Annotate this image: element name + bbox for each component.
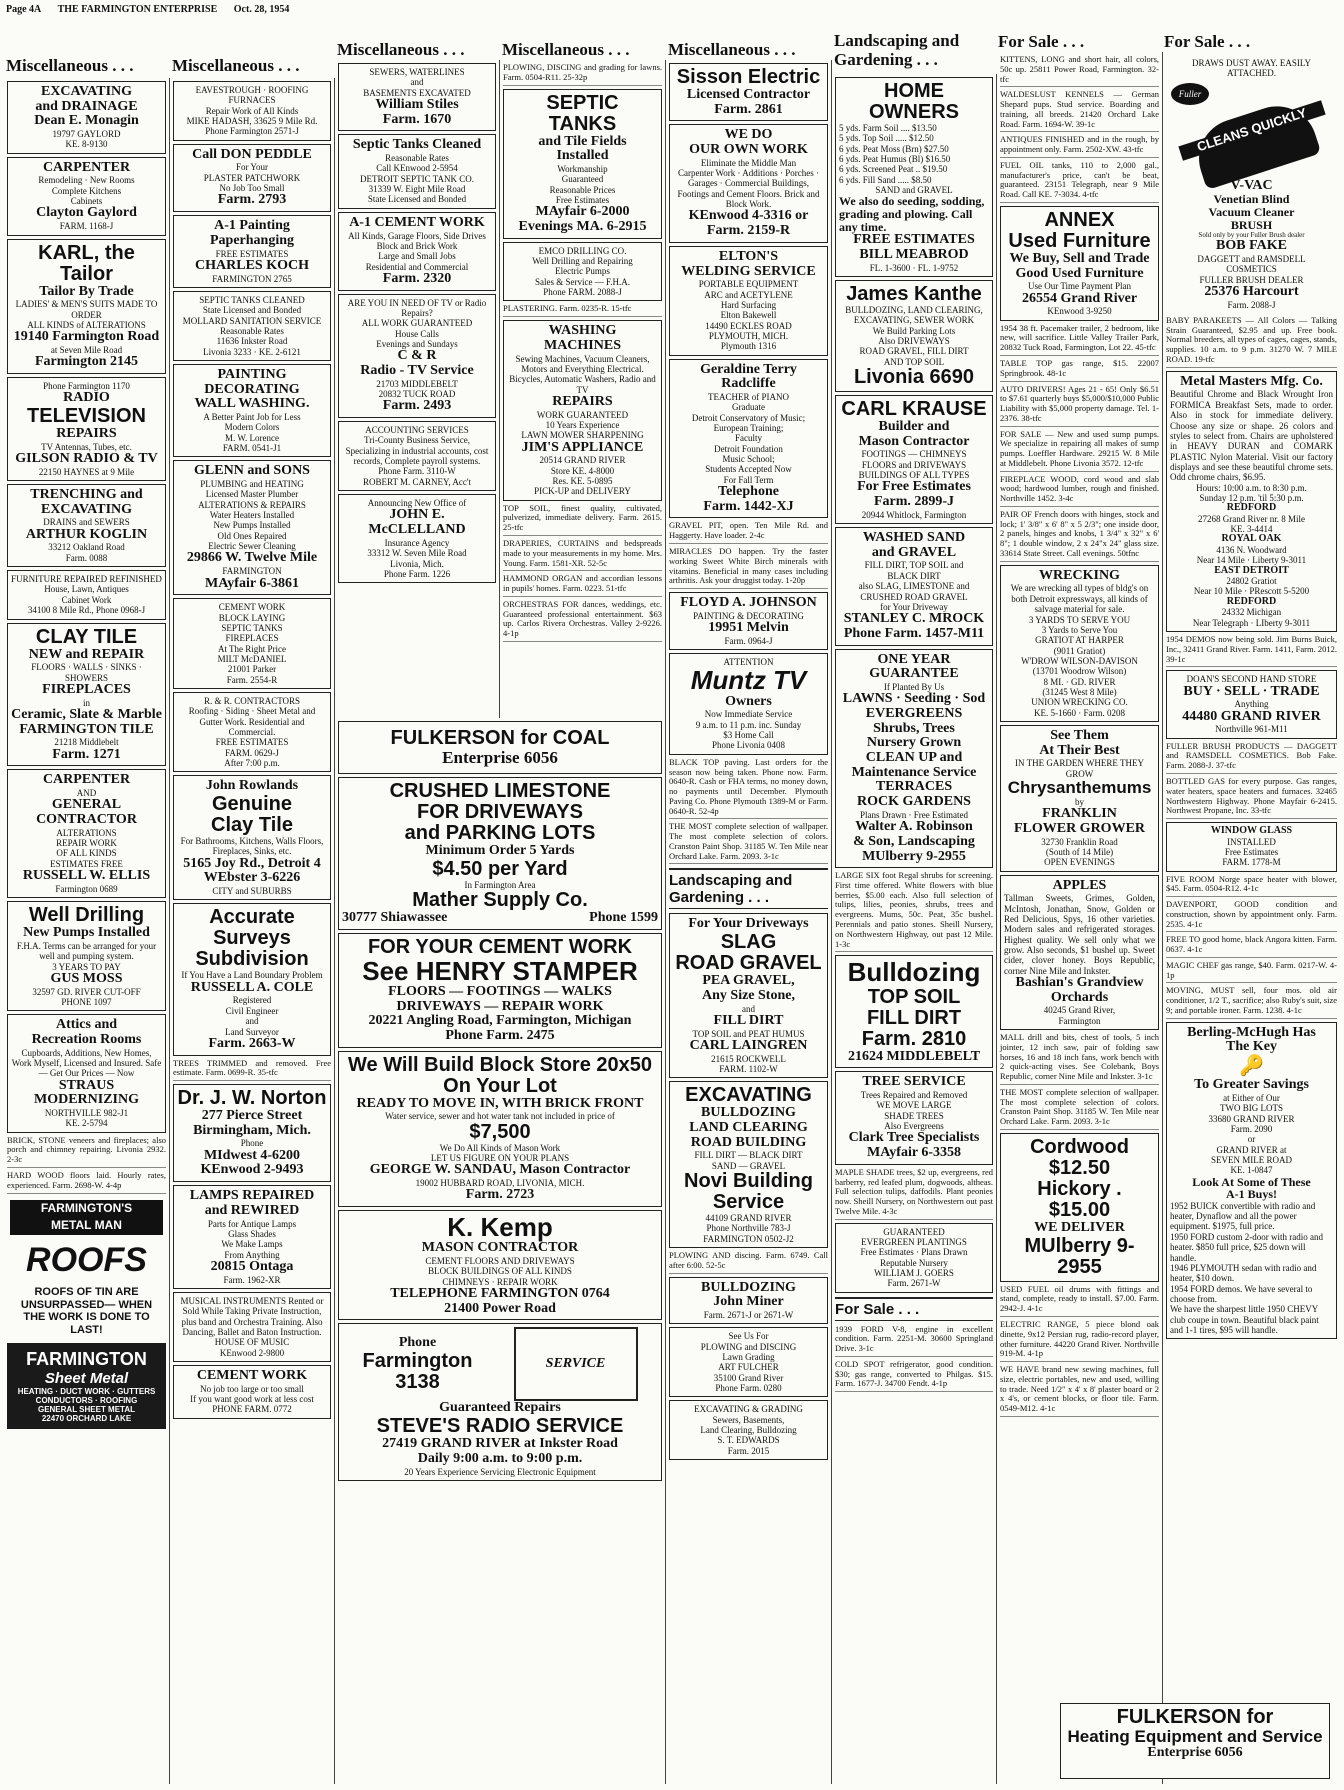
classified: BOTTLED GAS for every purpose. Gas ranges, water heaters, space heaters and furnaces. 32465 Northwestern Highway. Phone Mayfair 6-2415. Northwest Propane, Inc. 33-tfc: [1166, 777, 1337, 819]
classified: DAVENPORT, GOOD condition and construction, shown by appointment only. Farm. 2535. 4-1c: [1166, 900, 1337, 932]
ad-annex-furniture: ANNEX Used Furniture We Buy, Sell and Trade Good Used Furniture Use Our Time Payment Plan 26554 Grand River KEnwood 3-9250: [1000, 206, 1159, 321]
col3-header: Miscellaneous . . .: [337, 40, 465, 59]
ad-furniture-repair: FURNITURE REPAIRED REFINISHED House, Lawn, Antiques Cabinet Work 34100 8 Mile Rd., Phone 0968-J: [7, 570, 166, 619]
classified: PLASTERING. Farm. 0235-R. 15-tfc: [503, 304, 662, 317]
classified: BABY PARAKEETS — All Colors — Talking Strain Guaranteed, $2.95 and up. Free book. Normal breeders, all types of cages, cages, stands, supplies. 10 a.m. to 9 p.m. 31270 W. 7 MILE ROAD. 19-tfc: [1166, 316, 1337, 368]
key-icon: 🔑: [1239, 1055, 1264, 1078]
paper-name: THE FARMINGTON ENTERPRISE: [57, 4, 218, 15]
classified: FUEL OIL tanks, 110 to 2,000 gal., manufacturer's price, can't be beat, guaranteed. 23151 Telegraph, near 9 Mile Road. Call KE. 7-3034. 4-tfc: [1000, 161, 1159, 203]
ad-general-contractor: CARPENTER AND GENERAL CONTRACTOR ALTERATIONS REPAIR WORK OF ALL KINDS ESTIMATES FREE RUSSELL W. ELLIS Farmington 0689: [7, 769, 166, 898]
ad-st-edwards: EXCAVATING & GRADING Sewers, Basements, Land Clearing, Bulldozing S. T. EDWARDS Farm. 2015: [669, 1400, 828, 1460]
ad-berling-mchugh: Berling-McHugh Has The Key 🔑 To Greater Savings at Either of Our TWO BIG LOTS 33680 GRAND RIVER Farm. 2090 or GRAND RIVER at SEVEN MILE ROAD KE. 1-0847 Look At Some of These A-1 Buys! 1952 BUICK convertible with radio and heater, Dynaflow and all the power equipment. $1975, full price. 1950 FORD custom 2-door with radio and heater. $850 full price, $25 down will handle. 1946 PLYMOUTH sedan with radio and heater, $10 down. 1954 FORD demos. We have several to choose from. We have the sharpest little 1950 CHEVY club coupe in town. Beautiful black paint and 1-1 tires, $95 will handle.: [1166, 1022, 1337, 1339]
ad-insurance: Announcing New Office of JOHN E. McCLELLAND Insurance Agency 33312 W. Seven Mile Road Livonia, Mich. Phone Farm. 1226: [338, 494, 496, 583]
classified: MAPLE SHADE trees, $2 up, evergreens, red barberry, red leafed plum, dogwoods, altheas. Full selection tulips, daffodils. Plant peonies now. Sheill Nursery, on Northwestern out past Twelve Mile. 4-3c: [835, 1168, 993, 1220]
ad-k-kemp: K. Kemp MASON CONTRACTOR CEMENT FLOORS AND DRIVEWAYS BLOCK BUILDINGS OF ALL KINDS CHIMNEYS · REPAIR WORK TELEPHONE FARMINGTON 0764 21400 Power Road: [338, 1210, 662, 1320]
classified: PAIR OF French doors with hinges, stock and lock; 1' 3/8" x 6' 8" x 5 2/3"; one inside door, 2 panels, hinges and knobs, 1 3/4" x 32" x 6' 8"; 1 double window, 2 x 24"x 24" glass size. 33614 State Street. Call evenings. 50tfnc: [1000, 510, 1159, 562]
col2-header: Miscellaneous . . .: [172, 56, 300, 75]
classified: MOVING, MUST sell, four mos. old air conditioner, 1/2 T., sacrifice; also Ruby's suit, size 9; and portable ironer. Farm. 1238. 4-1c: [1166, 986, 1337, 1018]
ad-window-glass: WINDOW GLASS INSTALLED Free Estimates FARM. 1778-M: [1166, 822, 1337, 872]
ad-glenn-sons: GLENN and SONS PLUMBING and HEATING Licensed Master Plumber ALTERATIONS & REPAIRS Water Heaters Installed New Pumps Installed Old Ones Repaired Electric Sewer Cleaning 29866 W. Twelve Mile FARMINGTON MAyfair 6-3861: [173, 460, 331, 595]
col5-header: Miscellaneous . . .: [668, 40, 796, 59]
ad-chrysanthemums: See Them At Their Best IN THE GARDEN WHERE THEY GROW Chrysanthemums by FRANKLIN FLOWER GROWER 32730 Franklin Road (South of 14 Mile) OPEN EVENINGS: [1000, 725, 1159, 872]
section-landscaping: Landscaping and Gardening . . .: [669, 868, 828, 909]
brush-icon: Fuller CLEANS QUICKLY: [1169, 79, 1334, 179]
classified: TOP SOIL, finest quality, cultivated, pulverized, immediate delivery. Farm. 2615. 25-tfc: [503, 504, 662, 536]
classified: LARGE SIX foot Regal shrubs for screening. First time offered. White flowers with blue berries, $5.00 each. Also full selection of tulips, lilies, peonies, shrubs, trees and evergreens. Mums, 50c. Peat, 35c bushel. Perennials and patio stones. Sheill Nursery, on Northwestern Highway, out past 12 Mile. 1-3c: [835, 871, 993, 952]
ad-painting-decorating: PAINTING DECORATING WALL WASHING. A Better Paint Job for Less Modern Colors M. W. Lorence FARM. 0541-J1: [173, 364, 331, 457]
ad-apples: APPLES Tallman Sweets, Grimes, Golden, McIntosh, Jonathan, Snow, Golden or Red Delicious, Spys, 16 other varieties. Modern sales and refrigerated storages. Highest quality. We sell only what we grow. Also seconds, $1 bushel up. Sweet cider, clover honey. Boys Republic, corner Nine Mile and Inkster. Bashian's Grandview Orchards 40245 Grand River, Farmington: [1000, 875, 1159, 1031]
ad-eltons-welding: ELTON'S WELDING SERVICE PORTABLE EQUIPMENT ARC and ACETYLENE Hard Surfacing Elton Bakewell 14490 ECKLES ROAD PLYMOUTH, MICH. Plymouth 1316: [669, 246, 828, 356]
classified: THE MOST complete selection of wallpaper. The most complete selection of colors. Cranston Paint Shop. 31185 W. Ten Mile near Orchard Lake. Farm. 2093. 3-1c: [669, 822, 828, 864]
ad-septic-tanks: SEPTIC TANKS and Tile Fields Installed Workmanship Guaranteed Reasonable Prices Free Estimates MAyfair 6-2000 Evenings MA. 6-2915: [503, 89, 662, 239]
tv-repairman-illustration: SERVICE: [514, 1327, 638, 1401]
muntz-logo: Muntz TV: [690, 665, 807, 696]
classified: COLD SPOT refrigerator, good condition. $30; gas range, converted to Philgas. $15. Farm. 1677-J. 34700 Fendt. 4-1p: [835, 1360, 993, 1392]
ad-sisson-electric: Sisson Electric Licensed Contractor Farm. 2861: [669, 63, 828, 121]
ad-radio-television: Phone Farmington 1170 RADIO TELEVISION REPAIRS TV Antennas, Tubes, etc. GILSON RADIO & TV 22150 HAYNES at 9 Mile: [7, 377, 166, 481]
classified: WE HAVE brand new sewing machines, full size, electric portables, new and used, willing to trade. Need 1/2" x 4' x 8' plaster board or 2 x 4's, or cement blocks, or floor tile. Farm. 0549-M12. 4-1c: [1000, 1365, 1159, 1417]
classified: HAMMOND ORGAN and accordian lessons in pupils' homes. Farm. 0223. 51-tfc: [503, 574, 662, 597]
ad-clay-tile: CLAY TILE NEW and REPAIR FLOORS · WALLS · SINKS · SHOWERS FIREPLACES in Ceramic, Slate & Marble FARMINGTON TILE 21218 Middlebelt Farm. 1271: [7, 623, 166, 767]
ad-don-peddle: Call DON PEDDLE For Your PLASTER PATCHWORK No Job Too Small Farm. 2793: [173, 144, 331, 212]
ad-steves-radio: Phone Farmington 3138 SERVICE Guaranteed Repairs STEVE'S RADIO SERVICE 27419 GRAND RIVER at Inkster Road Daily 9:00 a.m. to 9:00 p.m. 20 Years Experience Servicing Electronic Equipment: [338, 1323, 662, 1480]
classified: TREES TRIMMED and removed. Free estimate. Farm. 0699-R. 35-tfc: [173, 1059, 331, 1082]
column-6: [832, 74, 997, 1784]
classified: KITTENS, LONG and short hair, all colors, 50c up. 25811 Power Road, Farmington. 32-tfc: [1000, 55, 1159, 87]
col1-header: Miscellaneous . . .: [6, 56, 134, 75]
ad-sheet-metal: FARMINGTON Sheet Metal HEATING · DUCT WORK · GUTTERS CONDUCTORS · ROOFING GENERAL SHEET METAL 22470 ORCHARD LAKE: [7, 1343, 166, 1429]
ad-excavating-drainage: EXCAVATING and DRAINAGE Dean E. Monagin 19797 GAYLORD KE. 8-9130: [7, 81, 166, 154]
classified: MIRACLES DO happen. Try the faster working Sweet White Birch minerals with vitamins. Beneficial in many cases including arthritis. Ask your druggist today. 1-20p: [669, 547, 828, 589]
classified: BLACK TOP paving. Last orders for the season now being taken. Phone now. Farm. 0640-R. Cash or FHA terms, no money down, no payments until December. Plymouth Paving Co. Phone Plymouth 1389-M or Farm. 0640-R. 52-4p: [669, 758, 828, 820]
column-4: [500, 60, 666, 718]
ad-doans-store: DOAN'S SECOND HAND STORE BUY · SELL · TRADE Anything 44480 GRAND RIVER Northville 961-M11: [1166, 670, 1337, 738]
classified: FULLER BRUSH PRODUCTS — DAGGETT and RAMSDELL COSMETICS. Bob Fake. Farm. 2088-J. 37-tfc: [1166, 742, 1337, 774]
ad-own-work: WE DO OUR OWN WORK Eliminate the Middle Man Carpenter Work · Additions · Porches · Garages · Commercial Buildings, Footings and Cement Floors. Brick and Block Work. KEnwood 4-3316 or Farm. 2159-R: [669, 124, 828, 242]
classified: THE MOST complete selection of wallpaper. The most complete selection of colors. Cranston Paint Shop. 31185 W. Ten Mile near Orchard Lake. Farm. 2093. 3-1c: [1000, 1088, 1159, 1130]
ad-piano-teacher: Geraldine Terry Radcliffe TEACHER of PIANO Graduate Detroit Conservatory of Music; European Training; Faculty Detroit Foundation Music School; Students Accepted Now For Fall Term Telephone Farm. 1442-XJ: [669, 359, 828, 519]
column-3: [335, 60, 500, 718]
classified: HARD WOOD floors laid. Hourly rates, experienced. Farm. 2698-W. 4-4p: [7, 1171, 166, 1194]
ad-john-miner: BULLDOZING John Miner Farm. 2671-J or 2671-W: [669, 1277, 828, 1325]
ad-crushed-limestone: CRUSHED LIMESTONE FOR DRIVEWAYS and PARKING LOTS Minimum Order 5 Yards $4.50 per Yard In Farmington Area Mather Supply Co. 30777 Shiawassee Phone 1599: [338, 777, 662, 930]
classified: MAGIC CHEF gas range, $40. Farm. 0217-W. 4-1p: [1166, 961, 1337, 984]
classified: AUTO DRIVERS! Ages 21 - 65! Only $6.51 to $7.61 quarterly buys $5,000/$10,000 Public Liability with $5,000 property damage. Tel. 1-2376. 38-tfc: [1000, 385, 1159, 427]
ad-karl-tailor: KARL, the Tailor Tailor By Trade LADIES' & MEN'S SUITS MADE TO ORDER ALL KINDS of ALTERATIONS 19140 Farmington Road at Seven Mile Road Farmington 2145: [7, 239, 166, 374]
ad-house-of-music: MUSICAL INSTRUMENTS Rented or Sold While Taking Private Instruction, plus band and Orchestra Training. Also Dancing, Ballet and Baton Instruction. HOUSE OF MUSIC KEnwood 2-9800: [173, 1292, 331, 1362]
ad-attics: Attics and Recreation Rooms Cupboards, Additions, New Homes, Work Myself, Licensed and Insured. Safe — Get Our Prices — Now STRAUS MODERNIZING NORTHVILLE 982-J1 KE. 2-5794: [7, 1014, 166, 1132]
ad-fulkerson-coal: FULKERSON for COAL Enterprise 6056: [338, 721, 662, 774]
column-5: [666, 60, 832, 1784]
classified: FIREPLACE WOOD, cord wood and slab wood; hardwood lumber, rough and finished. Northville 1452. 3-4c: [1000, 475, 1159, 507]
ad-home-owners: HOME OWNERS 5 yds. Farm Soil .... $13.50 5 yds. Top Soil ..... $12.50 6 yds. Peat Moss (Brn) $27.50 6 yds. Peat Humus (Bl) $16.50 6 yds. Screened Peat .. $19.50 6 yds. Fill Sand ..... $8.50 SAND and GRAVEL We also do seeding, sodding, grading and plowing. Call any time. FREE ESTIMATES BILL MEABROD FL. 1-3600 · FL. 1-9752: [835, 77, 993, 277]
ad-bulldozing: Bulldozing TOP SOIL FILL DIRT Farm. 2810 21624 MIDDLEBELT: [835, 955, 993, 1068]
ad-cement-work: CEMENT WORK BLOCK LAYING SEPTIC TANKS FIREPLACES At The Right Price MILT McDANIEL 21001 Parker Farm. 2554-R: [173, 598, 331, 689]
roofs-logo: ROOFS: [26, 1241, 147, 1280]
column-7: [997, 52, 1163, 1784]
column-1: [4, 78, 170, 1784]
col8-header: For Sale . . .: [1164, 32, 1251, 51]
column-2: [170, 78, 335, 1784]
ad-novi-building: EXCAVATING BULLDOZING LAND CLEARING ROAD BUILDING FILL DIRT — BLACK DIRT SAND — GRAVEL Novi Building Service 44109 GRAND RIVER Phone Northville 783-J FARMINGTON 0502-J2: [669, 1081, 828, 1248]
ad-fuller-brush: DRAWS DUST AWAY. EASILY ATTACHED. Fuller CLEANS QUICKLY V-VAC Venetian Blind Vacuum Cleaner BRUSH Sold only by your Fuller Brush dealer BOB FAKE DAGGETT and RAMSDELL COSMETICS FULLER BRUSH DEALER 25376 Harcourt Farm. 2088-J: [1166, 55, 1337, 313]
ad-metal-man: FARMINGTON'S METAL MAN ROOFS ROOFS OF TIN ARE UNSURPASSED— WHEN THE WORK IS DONE TO LAST!: [7, 1197, 166, 1340]
ad-cordwood: Cordwood $12.50 Hickory . $15.00 WE DELIVER MUlberry 9-2955: [1000, 1133, 1159, 1282]
classified: TABLE TOP gas range, $15. 22007 Springbrook. 48-1c: [1000, 359, 1159, 382]
classified: MALL drill and bits, chest of tools, 5 inch jointer, 12 inch saw, pair of folding saw horses, 16 and 18 inch fans, work bench with 2 quick-acting vises. See Colebank, Boys Republic, corner Nine Mile and Inkster. 3-1c: [1000, 1033, 1159, 1085]
ad-sewers: SEWERS, WATERLINES and BASEMENTS EXCAVATED William Stiles Farm. 1670: [338, 63, 496, 131]
classified: DRAPERIES, CURTAINS and bedspreads made to your measurements in my home. Mrs. Young. Farm. 1581-XR. 52-5c: [503, 539, 662, 571]
ad-a1-cement: A-1 CEMENT WORK All Kinds, Garage Floors, Side Drives Block and Brick Work Large and Small Jobs Residential and Commercial Farm. 2320: [338, 212, 496, 291]
ad-septic-cleaned: SEPTIC TANKS CLEANED State Licensed and Bonded MOLLARD SANITATION SERVICE Reasonable Rates 11636 Inkster Road Livonia 3233 · KE. 2-6121: [173, 291, 331, 361]
ad-cement-work-2: CEMENT WORK No job too large or too small If you want good work at less cost PHONE FARM. 0772: [173, 1365, 331, 1419]
ad-fulkerson-heating: FULKERSON for Heating Equipment and Service Enterprise 6056: [1060, 1703, 1330, 1779]
col4-header: Miscellaneous . . .: [502, 40, 630, 59]
ad-carpenter: CARPENTER Remodeling · New Rooms Complete Kitchens Cabinets Clayton Gaylord FARM. 1168-J: [7, 157, 166, 236]
ad-slag-gravel: For Your Driveways SLAG ROAD GRAVEL PEA GRAVEL, Any Size Stone, and FILL DIRT TOP SOIL and PEAT HUMUS CARL LAINGREN 21615 ROCKWELL FARM. 1102-W: [669, 913, 828, 1078]
classified: PLOWING AND discing. Farm. 6749. Call after 6:00. 52-5c: [669, 1251, 828, 1274]
ad-accurate-surveys: Accurate Surveys Subdivision If You Have a Land Boundary Problem RUSSELL A. COLE Registered Civil Engineer and Land Surveyor Farm. 2663-W: [173, 903, 331, 1055]
ad-muntz-tv: ATTENTION Muntz TV Owners Now Immediate Service 9 a.m. to 11 p.m. inc. Sunday $3 Home Call Phone Livonia 0408: [669, 653, 828, 755]
wide-ads: [335, 718, 666, 1784]
classified: GRAVEL PIT, open. Ten Mile Rd. and Haggerty. Have loader. 2-4c: [669, 521, 828, 544]
ad-william-goers: GUARANTEED EVERGREEN PLANTINGS Free Estimates · Plans Drawn Reputable Nursery WILLIAM J. GOERS Farm. 2671-W: [835, 1223, 993, 1293]
classified: FOR SALE — New and used sump pumps. We specialize in repairing all makes of sump pumps. Loeffler Hardware. 29215 W. 8 Mile at Middlebelt. Phone Livonia 3572. 12-tfc: [1000, 430, 1159, 472]
ad-a1-painting: A-1 Painting Paperhanging FREE ESTIMATES CHARLES KOCH FARMINGTON 2765: [173, 215, 331, 288]
ad-block-store: We Will Build Block Store 20x50 On Your Lot READY TO MOVE IN, WITH BRICK FRONT Water service, sewer and hot water tank not included in price of $7,500 We Do All Kinds of Mason Work LET US FIGURE ON YOUR PLANS GEORGE W. SANDAU, Mason Contractor 19002 HUBBARD ROAD, LIVONIA, MICH. Farm. 2723: [338, 1051, 662, 1207]
ad-accounting: ACCOUNTING SERVICES Tri-County Business Service, Specializing in industrial accounts, cost records, Complete payroll systems. Phone Farm. 3110-W ROBERT M. CARNEY, Acc't: [338, 421, 496, 491]
ad-lamps: LAMPS REPAIRED and REWIRED Parts for Antique Lamps Glass Shades We Make Lamps From Anything 20815 Ontaga Farm. 1962-XR: [173, 1185, 331, 1289]
ad-jims-appliance: WASHING MACHINES Sewing Machines, Vacuum Cleaners, Motors and Everything Electrical. Bicycles, Automatic Washers, Radio and TV REPAIRS WORK GUARANTEED 10 Years Experience LAWN MOWER SHARPENING JIM'S APPLIANCE 20514 GRAND RIVER Store KE. 4-8000 Res. KE. 5-0895 PICK-UP and DELIVERY: [503, 320, 662, 501]
ad-john-rowlands: John Rowlands Genuine Clay Tile For Bathrooms, Kitchens, Walls Floors, Fireplaces, Sinks, etc. 5165 Joy Rd., Detroit 4 WEbster 3-6226 CITY and SUBURBS: [173, 775, 331, 900]
ad-james-kanthe: James Kanthe BULLDOZING, LAND CLEARING, EXCAVATING, SEWER WORK We Build Parking Lots Also DRIVEWAYS ROAD GRAVEL, FILL DIRT AND TOP SOIL Livonia 6690: [835, 280, 993, 392]
ad-walter-robinson: ONE YEAR GUARANTEE If Planted By Us LAWNS · Seeding · Sod EVERGREENS Shrubs, Trees Nursery Grown CLEAN UP and Maintenance Service TERRACES ROCK GARDENS Plans Drawn · Free Estimated Walter A. Robinson & Son, Landscaping MUlberry 9-2955: [835, 649, 993, 869]
ad-eavestrough: EAVESTROUGH · ROOFING FURNACES Repair Work of All Kinds MIKE HADASH, 33625 9 Mile Rd. Phone Farmington 2571-J: [173, 81, 331, 141]
classified: ELECTRIC RANGE, 5 piece blond oak dinette, 9x12 Persian rug, radio-record player, other furniture. 44220 Grand River. Northville 919-M. 4-1p: [1000, 1320, 1159, 1362]
ad-tree-service: TREE SERVICE Trees Repaired and Removed WE MOVE LARGE SHADE TREES Also Evergreens Clark Tree Specialists MAyfair 6-3358: [835, 1071, 993, 1164]
ad-well-drilling: Well Drilling New Pumps Installed F.H.A. Terms can be arranged for your well and pumping system. 3 YEARS TO PAY GUS MOSS 32597 GD. RIVER CUT-OFF PHONE 1097: [7, 901, 166, 1011]
classified: 1939 FORD V-8, engine in excellent condition. Farm. 2251-M. 30600 Springland Drive. 3-1c: [835, 1325, 993, 1357]
issue-date: Oct. 28, 1954: [233, 4, 290, 15]
classified: FIVE ROOM Norge space heater with blower, $45. Farm. 0504-R12. 4-1c: [1166, 875, 1337, 898]
col7-header: For Sale . . .: [998, 32, 1085, 51]
ad-dr-norton: Dr. J. W. Norton 277 Pierce Street Birmingham, Mich. Phone MIdwest 4-6200 KEnwood 2-9493: [173, 1084, 331, 1182]
ad-wrecking: WRECKING We are wrecking all types of bldg's on both Detroit expressways, all kinds of salvage material for sale. 3 YARDS TO SERVE YOU 3 Yards to Serve You GRATIOT AT HARPER (9011 Gratiot) W'DROW WILSON-DAVISON (13701 Woodrow Wilson) 8 MI. · GD. RIVER (31245 West 8 Mile) UNION WRECKING CO. KE. 5-1660 · Farm. 0208: [1000, 565, 1159, 722]
classified: 1954 38 ft. Pacemaker trailer, 2 bedroom, like new, will sacrifice. Little Valley Trailer Park, 20832 Tuck Road, Farmington, Lot 22. 45-tfc: [1000, 324, 1159, 356]
classified: FREE TO good home, black Angora kitten. Farm. 0637. 4-1c: [1166, 935, 1337, 958]
classified: 1954 DEMOS now being sold. Jim Burns Buick, Inc., 32411 Grand River. Farm. 1411, Farm. 2012. 39-1c: [1166, 635, 1337, 667]
ad-art-fulcher: See Us For PLOWING and DISCING Lawn Grading ART FULCHER 35100 Grand River Phone Farm. 0280: [669, 1327, 828, 1397]
ad-trenching: TRENCHING and EXCAVATING DRAINS and SEWERS ARTHUR KOGLIN 33212 Oakland Road Farm. 0088: [7, 484, 166, 567]
ad-septic-detroit: Septic Tanks Cleaned Reasonable Rates Call KEnwood 2-5954 DETROIT SEPTIC TANK CO. 31339 W. Eight Mile Road State Licensed and Bonded: [338, 134, 496, 208]
ad-carl-krause: CARL KRAUSE Builder and Mason Contractor FOOTINGS — CHIMNEYS FLOORS and DRIVEWAYS BUILDINGS OF ALL TYPES For Free Estimates Farm. 2899-J 20944 Whitlock, Farmington: [835, 395, 993, 524]
section-for-sale: For Sale . . .: [835, 1297, 993, 1321]
ad-emco-drilling: EMCO DRILLING CO. Well Drilling and Repairing Electric Pumps Sales & Service — F.H.A. Phone FARM. 2088-J: [503, 242, 662, 302]
classified: WALDESLUST KENNELS — German Shepard pups. Stud service. Boarding and training, all breeds. 21420 Orchard Lake Road. Farm. 1694-W. 39-1c: [1000, 90, 1159, 132]
classified: BRICK, STONE veneers and fireplaces; also porch and chimney repairing. Livonia 2932. 2-3c: [7, 1136, 166, 1168]
classified: USED FUEL oil drums with fittings and stand, complete, ready to install. $7.00. Farm. 2942-J. 4-1c: [1000, 1285, 1159, 1317]
classified: ANTIQUES FINISHED and in the rough, by appointment only. Farm. 2502-XW. 43-tfc: [1000, 135, 1159, 158]
page-number: Page 4A: [6, 4, 42, 15]
ad-metal-masters: Metal Masters Mfg. Co. Beautiful Chrome and Black Wrought Iron FORMICA Breakfast Sets, made to order. Also in stock for immediate delivery. Choose any size or shape. 26 colors and styles to select from. Chairs are upholstered in HEAVY DURAN and COMARK PLASTIC Nylon Material. Visit our factory displays and see these beautiful chrome sets. Odd chrome chairs, $6.95. Hours: 10:00 a.m. to 8:30 p.m. Sunday 12 p.m. 'til 5:30 p.m. REDFORD 27268 Grand River nr. 8 Mile KE. 3-4414 ROYAL OAK 4136 N. Woodward Near 14 Mile · Liberty 9-3011 EAST DETROIT 24802 Gratiot Near 10 Mile · PRescott 5-5200 REDFORD 24332 Michigan Near Telegraph · LIberty 9-3011: [1166, 371, 1337, 632]
column-8: [1163, 52, 1340, 1784]
ad-floyd-johnson: FLOYD A. JOHNSON PAINTING & DECORATING 19951 Melvin Farm. 0964-J: [669, 592, 828, 650]
classified: PLOWING, DISCING and grading for lawns. Farm. 0504-R11. 25-32p: [503, 63, 662, 86]
ad-rr-contractors: R. & R. CONTRACTORS Roofing · Siding · Sheet Metal and Gutter Work. Residential and Commercial. FREE ESTIMATES FARM. 0629-J After 7:00 p.m.: [173, 692, 331, 772]
masthead: [6, 4, 326, 18]
col6-header: Landscaping and Gardening . . .: [834, 32, 960, 69]
ad-cr-radio-tv: ARE YOU IN NEED OF TV or Radio Repairs? ALL WORK GUARANTEED House Calls Evenings and Sundays C & R Radio - TV Service 21703 MIDDLEBELT 20832 TUCK ROAD Farm. 2493: [338, 294, 496, 418]
classified: ORCHESTRAS FOR dances, weddings, etc. Guaranteed professional entertainment. $63 up. Carlos Rivera Orchestras. Valley 2-9226. 4-1p: [503, 600, 662, 642]
ad-henry-stamper: FOR YOUR CEMENT WORK See HENRY STAMPER FLOORS — FOOTINGS — WALKS DRIVEWAYS — REPAIR WORK 20221 Angling Road, Farmington, Michigan Phone Farm. 2475: [338, 933, 662, 1048]
ad-stanley-mrock: WASHED SAND and GRAVEL FILL DIRT, TOP SOIL and BLACK DIRT also SLAG, LIMESTONE and CRUSHED ROAD GRAVEL for Your Driveway STANLEY C. MROCK Phone Farm. 1457-M11: [835, 527, 993, 645]
